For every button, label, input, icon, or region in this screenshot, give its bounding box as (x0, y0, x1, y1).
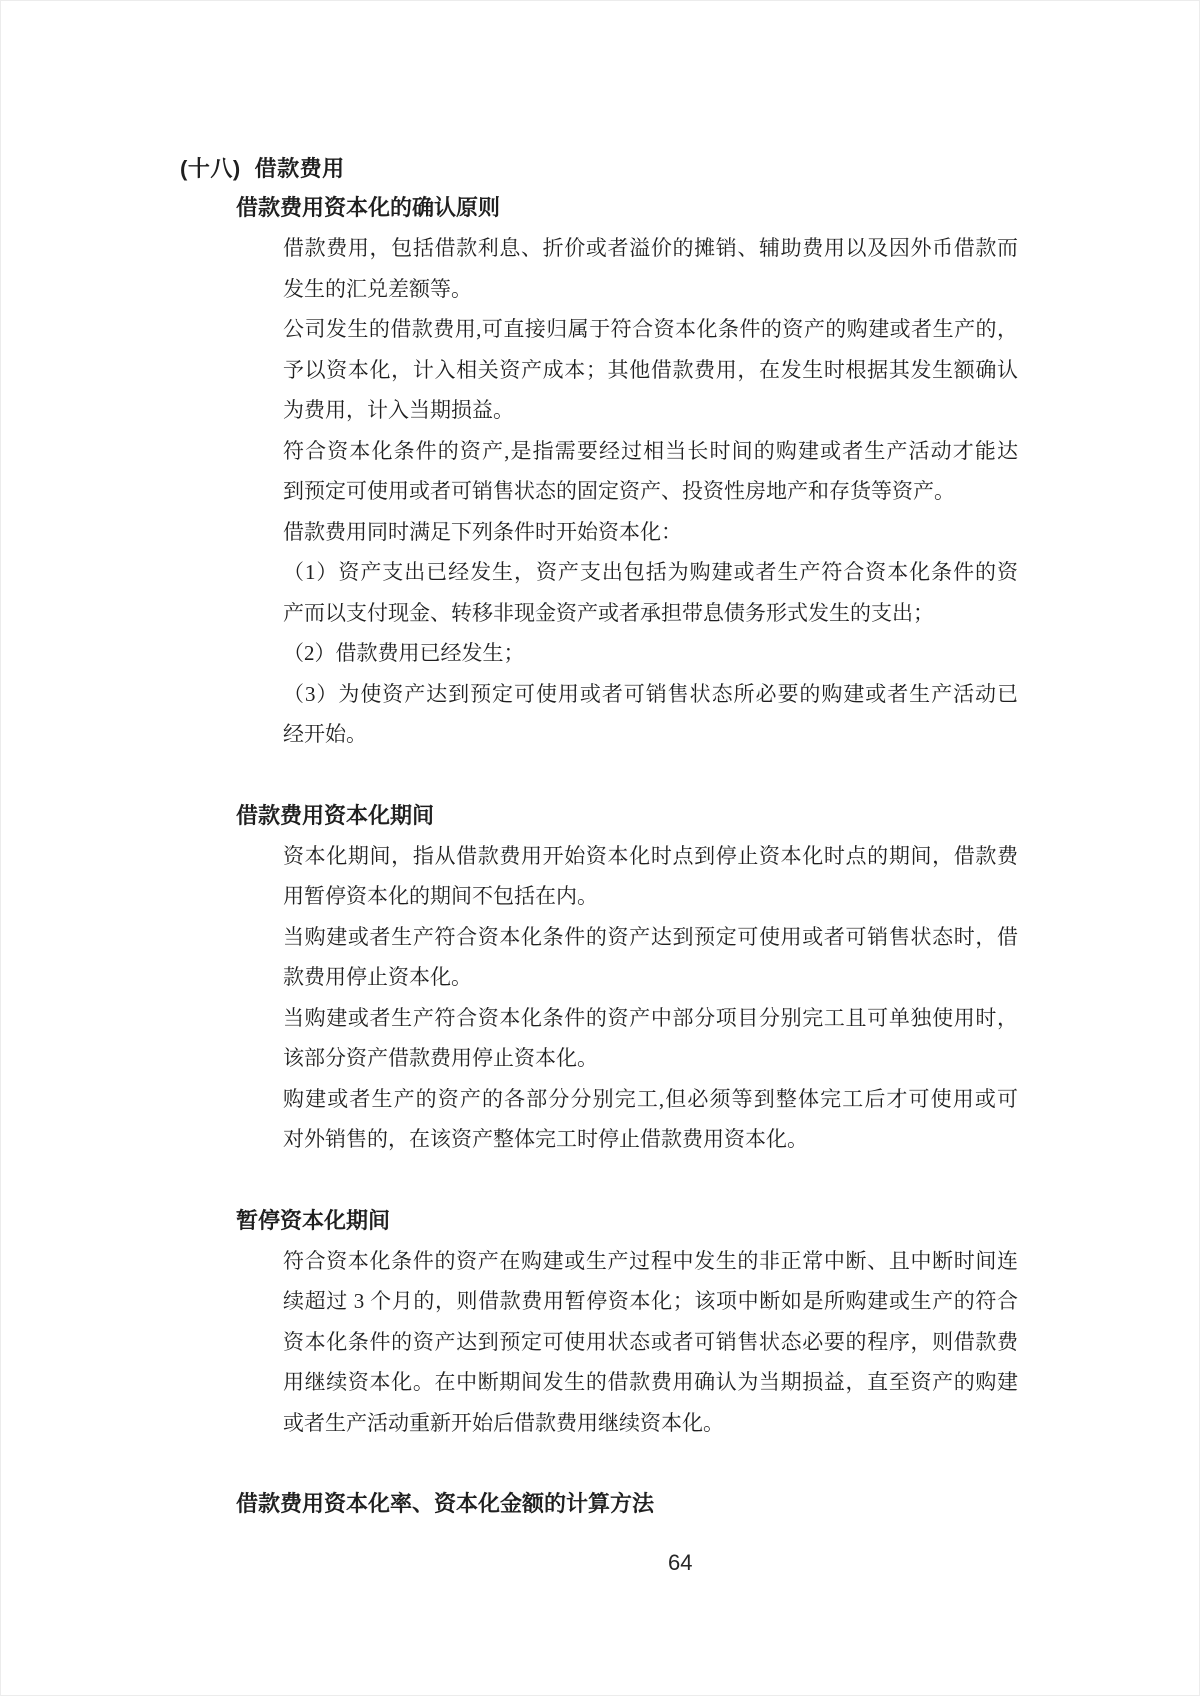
text-line: 用暂停资本化的期间不包括在内。 (283, 884, 598, 908)
text-line: 资本化条件的资产达到预定可使用状态或者可销售状态必要的程序，则借款费 (283, 1329, 1018, 1354)
document-body (180, 150, 1025, 1524)
text-line: 借款费用，包括借款利息、折价或者溢价的摊销、辅助费用以及因外币借款而 (283, 236, 1018, 260)
paragraph (283, 836, 1018, 917)
text-line: 该部分资产借款费用停止资本化。 (283, 1046, 598, 1070)
text-line: （2）借款费用已经发生； (283, 641, 525, 665)
text-line: （1）资产支出已经发生，资产支出包括为购建或者生产符合资本化条件的资 (283, 560, 1018, 584)
paragraph (283, 998, 1018, 1079)
subheading-capitalization-period: 借款费用资本化期间 (236, 802, 435, 828)
paragraph (283, 552, 1018, 633)
paragraph (283, 633, 1018, 674)
text-line: 资本化期间，指从借款费用开始资本化时点到停止资本化时点的期间，借款费 (283, 843, 1018, 868)
text-line: 或者生产活动重新开始后借款费用继续资本化。 (283, 1410, 724, 1435)
text-line: 用继续资本化。在中断期间发生的借款费用确认为当期损益，直至资产的购建 (283, 1370, 1018, 1394)
text-line: 购建或者生产的资产的各部分分别完工,但必须等到整体完工后才可使用或可 (283, 1086, 1018, 1111)
paragraph (283, 309, 1018, 431)
text-line: 款费用停止资本化。 (283, 965, 472, 989)
text-line: 当购建或者生产符合资本化条件的资产中部分项目分别完工且可单独使用时， (283, 1005, 1018, 1030)
paragraph (283, 431, 1018, 512)
subheading-suspension-period: 暂停资本化期间 (236, 1207, 391, 1233)
text-line: 予以资本化，计入相关资产成本；其他借款费用，在发生时根据其发生额确认 (283, 357, 1018, 382)
paragraph (283, 512, 1018, 553)
paragraph (283, 228, 1018, 309)
text-line: 对外销售的，在该资产整体完工时停止借款费用资本化。 (283, 1127, 808, 1151)
section-title: 借款费用 (254, 156, 345, 181)
text-line: 经开始。 (283, 722, 367, 746)
subheading-capitalization-rate-method: 借款费用资本化率、资本化金额的计算方法 (236, 1491, 655, 1516)
text-line: 发生的汇兑差额等。 (283, 276, 472, 301)
paragraph (283, 1241, 1018, 1444)
text-line: 到预定可使用或者可销售状态的固定资产、投资性房地产和存货等资产。 (283, 479, 955, 503)
paragraph (283, 1079, 1018, 1160)
section-number: (十八) (180, 156, 241, 181)
text-line: 续超过 3 个月的，则借款费用暂停资本化；该项中断如是所购建或生产的符合 (283, 1289, 1018, 1313)
text-line: （3）为使资产达到预定可使用或者可销售状态所必要的购建或者生产活动已 (283, 681, 1018, 706)
paragraph (283, 917, 1018, 998)
page-number: 64 (668, 1550, 693, 1575)
text-line: 为费用，计入当期损益。 (283, 398, 514, 422)
section-heading (180, 150, 1025, 188)
text-line: 符合资本化条件的资产,是指需要经过相当长时间的购建或者生产活动才能达 (283, 438, 1018, 463)
text-line: 当购建或者生产符合资本化条件的资产达到预定可使用或者可销售状态时，借 (283, 924, 1018, 949)
subheading-capitalization-principle: 借款费用资本化的确认原则 (236, 195, 501, 220)
text-line: 符合资本化条件的资产在购建或生产过程中发生的非正常中断、且中断时间连 (283, 1248, 1018, 1273)
text-line: 公司发生的借款费用,可直接归属于符合资本化条件的资产的购建或者生产的， (283, 317, 1018, 341)
text-line: 借款费用同时满足下列条件时开始资本化： (283, 519, 682, 544)
text-line: 产而以支付现金、转移非现金资产或者承担带息债务形式发生的支出； (283, 600, 934, 625)
paragraph (283, 674, 1018, 755)
